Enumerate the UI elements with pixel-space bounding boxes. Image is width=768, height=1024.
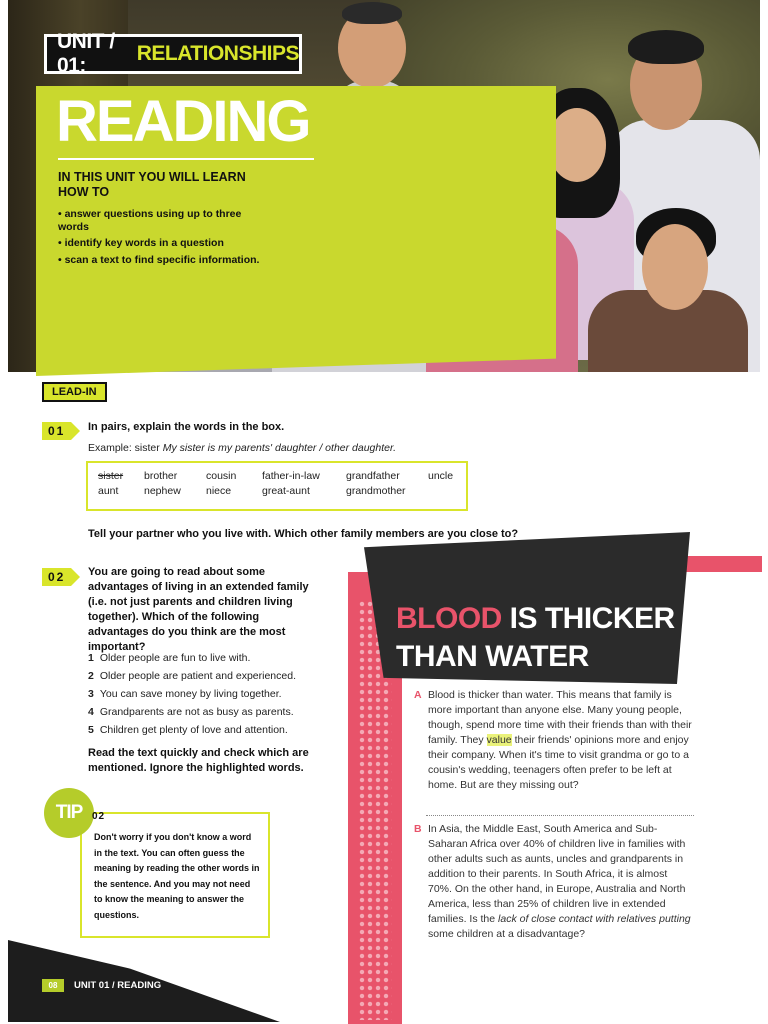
unit-label: UNIT / 01: <box>57 30 115 77</box>
paragraph-letter: A <box>414 689 422 701</box>
paragraph-b: B In Asia, the Middle East, South America and Sub-Saharan Africa over 40% of children live in families with other adults such as aunts, uncles and grandparents in addition to their parents. In South Africa, it is almost 70%. On the other hand, in Europe, Australia and North America, less than 25% of children live in extended families. Is the lack of close contact with relatives putting some children at a disadvantage? <box>414 823 691 940</box>
unit-topic: RELATIONSHIPS <box>136 42 299 65</box>
learn-item: • answer questions using up to three words <box>58 208 242 233</box>
title-line2: THAN WATER <box>396 640 589 673</box>
paragraph-divider <box>426 815 694 816</box>
highlighted-word: value <box>486 734 512 746</box>
advantages-list <box>88 649 328 739</box>
list-item: 1 Older people are fun to live with. <box>88 652 251 664</box>
page-number: 08 <box>42 979 64 992</box>
lead-in-label: LEAD-IN <box>42 382 107 402</box>
italic-phrase: lack of close contact with relatives putting <box>498 913 691 925</box>
learn-item: • identify key words in a question <box>58 237 224 249</box>
title-divider <box>58 158 314 160</box>
word-item: aunt <box>98 485 119 497</box>
tip-text: Don't worry if you don't know a word in the text. You can often guess the meaning by reading the other words in the sentence. And you may not need to know the meaning to answer the questions. <box>94 832 260 920</box>
paragraph-a: A Blood is thicker than water. This means that family is more important than anyone else. Many young people, though, spend more time with their friends than with their family. They value their friends' opinions more and enjoy their company. When it's time to visit grandma or go to a cousin's wedding, teenagers often prefer to be left at home. But are they missing out? <box>414 689 692 791</box>
section-title: READING <box>56 89 310 154</box>
q2-instruction: Read the text quickly and check which are mentioned. Ignore the highlighted words. <box>88 747 309 774</box>
unit-header-box <box>44 30 302 77</box>
learn-heading: IN THIS UNIT YOU WILL LEARN HOW TO <box>58 170 246 199</box>
word-item: uncle <box>428 470 454 482</box>
word-item: cousin <box>206 470 237 482</box>
tip-number: 02 <box>92 811 106 822</box>
q1-prompt: In pairs, explain the words in the box. <box>88 421 285 433</box>
learn-list <box>58 208 263 270</box>
tip-badge: TIP <box>44 788 94 838</box>
word-item: grandmother <box>346 485 406 497</box>
example-label: Example: sister <box>88 442 160 454</box>
word-grid <box>98 470 468 500</box>
question-number-02: 02 <box>42 568 71 586</box>
footer-label: UNIT 01 / READING <box>74 980 162 991</box>
word-row <box>98 485 468 497</box>
word-item: father-in-law <box>262 470 320 482</box>
word-item: sister <box>98 470 124 482</box>
word-item: niece <box>206 485 232 497</box>
list-item: 2 Older people are patient and experienced. <box>88 670 296 682</box>
article-title <box>396 600 675 676</box>
question-number-01: 01 <box>42 422 71 440</box>
title-blood: BLOOD <box>396 602 502 635</box>
learn-item: • scan a text to find specific information. <box>58 253 260 266</box>
list-item: 3 You can save money by living together. <box>88 688 282 700</box>
word-item: great-aunt <box>262 485 310 497</box>
list-item: 4 Grandparents are not as busy as parents. <box>88 706 294 718</box>
example-line <box>88 442 396 454</box>
example-text: My sister is my parents' daughter / other daughter. <box>162 442 397 454</box>
list-item: 5 Children get plenty of love and attention. <box>88 724 288 736</box>
word-item: brother <box>144 470 178 482</box>
paragraph-letter: B <box>414 823 422 835</box>
word-item: grandfather <box>346 470 400 482</box>
word-item: nephew <box>144 485 181 497</box>
word-row <box>98 470 468 482</box>
title-line1: IS THICKER <box>501 602 675 635</box>
q1-followup: Tell your partner who you live with. Which other family members are you close to? <box>88 528 519 540</box>
q2-prompt: You are going to read about some advantages of living in an extended family (i.e. not just parents and children living together). Which of the following advantages do you think are the most important? <box>88 566 309 653</box>
